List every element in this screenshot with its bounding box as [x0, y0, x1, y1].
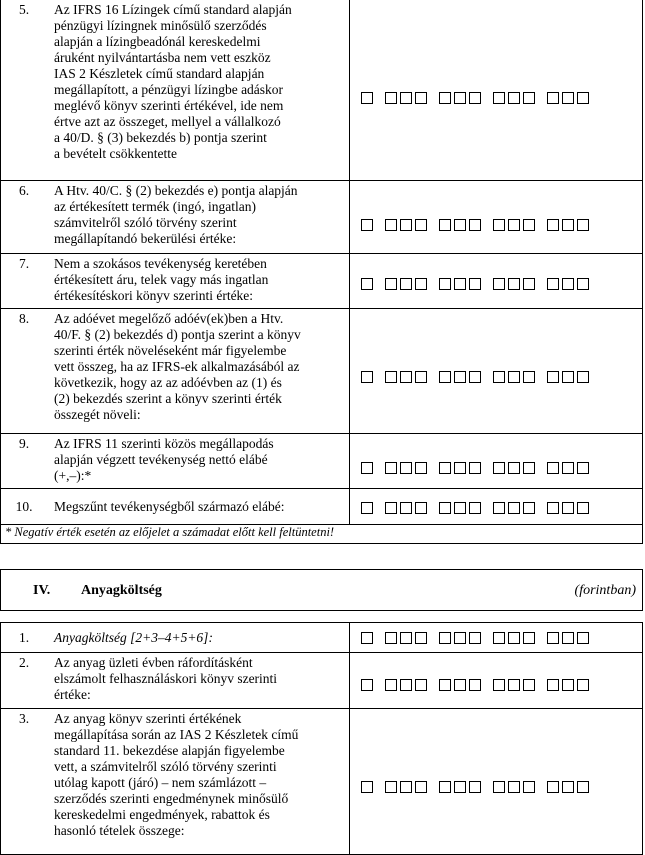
digit-box[interactable]: [577, 371, 589, 383]
digit-box[interactable]: [415, 462, 427, 474]
digit-box[interactable]: [493, 278, 505, 290]
digit-box[interactable]: [400, 632, 412, 644]
amount-boxes[interactable]: [361, 460, 637, 475]
digit-box[interactable]: [523, 781, 535, 793]
digit-box[interactable]: [361, 632, 373, 644]
digit-box[interactable]: [415, 632, 427, 644]
row-label: A Htv. 40/C. § (2) bekezdés e) pontja alapján az értékesített termék (ingó, ingatlan) számvitelről szóló törvény szerint megállapítandó bekerülési értéke:: [54, 183, 298, 246]
digit-box[interactable]: [577, 632, 589, 644]
amount-boxes[interactable]: [361, 630, 637, 645]
digit-box[interactable]: [415, 371, 427, 383]
section-header: [0, 569, 643, 611]
digit-box[interactable]: [361, 462, 373, 474]
section-title: Anyagköltség: [81, 583, 162, 598]
digit-box[interactable]: [454, 502, 466, 514]
table-row: [0, 653, 643, 709]
digit-box[interactable]: [415, 219, 427, 231]
digit-box[interactable]: [577, 219, 589, 231]
digit-box[interactable]: [547, 502, 559, 514]
digit-box[interactable]: [469, 462, 481, 474]
digit-box[interactable]: [469, 502, 481, 514]
digit-box[interactable]: [562, 502, 574, 514]
row-label: Megszűnt tevékenységből származó elábé:: [54, 499, 285, 514]
digit-box[interactable]: [577, 92, 589, 104]
digit-box[interactable]: [385, 462, 397, 474]
digit-box[interactable]: [439, 679, 451, 691]
digit-box[interactable]: [454, 632, 466, 644]
digit-box[interactable]: [547, 632, 559, 644]
row-number: 10.: [15, 499, 33, 514]
digit-box[interactable]: [523, 632, 535, 644]
digit-box[interactable]: [415, 278, 427, 290]
digit-box[interactable]: [469, 219, 481, 231]
digit-box[interactable]: [415, 679, 427, 691]
digit-box[interactable]: [493, 92, 505, 104]
digit-box[interactable]: [439, 502, 451, 514]
digit-box[interactable]: [469, 278, 481, 290]
digit-box[interactable]: [523, 462, 535, 474]
digit-box[interactable]: [547, 219, 559, 231]
row-number: 2.: [18, 655, 30, 670]
row-number: 5.: [18, 2, 30, 17]
digit-box[interactable]: [439, 219, 451, 231]
digit-box[interactable]: [454, 781, 466, 793]
digit-box[interactable]: [493, 679, 505, 691]
digit-box[interactable]: [493, 219, 505, 231]
digit-box[interactable]: [523, 371, 535, 383]
digit-box[interactable]: [385, 632, 397, 644]
digit-box[interactable]: [469, 371, 481, 383]
table-row: [0, 254, 643, 309]
digit-box[interactable]: [385, 781, 397, 793]
digit-box[interactable]: [577, 502, 589, 514]
digit-box[interactable]: [400, 462, 412, 474]
digit-box[interactable]: [493, 632, 505, 644]
digit-box[interactable]: [547, 278, 559, 290]
digit-box[interactable]: [439, 462, 451, 474]
digit-box[interactable]: [523, 679, 535, 691]
table-row: [0, 489, 643, 525]
digit-box[interactable]: [439, 371, 451, 383]
row-label: Anyagköltség [2+3–4+5+6]:: [54, 630, 213, 645]
digit-box[interactable]: [508, 219, 520, 231]
digit-box[interactable]: [385, 679, 397, 691]
section-number: IV.: [33, 583, 51, 598]
digit-box[interactable]: [439, 92, 451, 104]
digit-box[interactable]: [400, 92, 412, 104]
row-label: Az IFRS 16 Lízingek című standard alapján pénzügyi lízingnek minősülő szerződés alapján a lízingbeadónál kereskedelmi áruként nyilvántartásba nem vett eszköz IAS 2 Készletek című standard alapján megállapított, a pénzügyi lízingbe adáskor meglévő könyv szerinti értékével, ide nem értve azt az összeget, mellyel a vállalkozó a 40/D. § (3) bekezdés b) pontja szerint a bevételt csökkentette: [54, 2, 292, 161]
amount-boxes[interactable]: [361, 779, 637, 794]
digit-box[interactable]: [547, 781, 559, 793]
digit-box[interactable]: [400, 502, 412, 514]
digit-box[interactable]: [469, 781, 481, 793]
digit-box[interactable]: [400, 781, 412, 793]
row-number: 3.: [18, 711, 30, 726]
row-label: Az anyag könyv szerinti értékének megállapítása során az IAS 2 Készletek című standard 11. bekezdése alapján figyelembe vett, a számvitelről szóló törvény szerinti utólag kapott (járó) – nem számlázott – szerződés szerinti engedménynek minősülő kereskedelmi engedmények, rabattok és hasonló tételek összege:: [54, 711, 299, 838]
row-label: Az IFRS 11 szerinti közös megállapodás alapján végzett tevékenység nettó elábé (+,–):*: [54, 436, 274, 483]
row-number: 6.: [18, 183, 30, 198]
digit-box[interactable]: [439, 632, 451, 644]
digit-box[interactable]: [523, 92, 535, 104]
digit-box[interactable]: [361, 219, 373, 231]
digit-box[interactable]: [415, 781, 427, 793]
amount-boxes[interactable]: [361, 369, 637, 384]
digit-box[interactable]: [454, 371, 466, 383]
digit-box[interactable]: [562, 462, 574, 474]
row-number: 9.: [18, 436, 30, 451]
digit-box[interactable]: [508, 679, 520, 691]
digit-box[interactable]: [523, 219, 535, 231]
digit-box[interactable]: [562, 371, 574, 383]
digit-box[interactable]: [508, 92, 520, 104]
digit-box[interactable]: [439, 278, 451, 290]
digit-box[interactable]: [577, 679, 589, 691]
digit-box[interactable]: [469, 679, 481, 691]
digit-box[interactable]: [508, 371, 520, 383]
digit-box[interactable]: [562, 781, 574, 793]
digit-box[interactable]: [562, 679, 574, 691]
row-label: Nem a szokásos tevékenység keretében értékesített áru, telek vagy más ingatlan értékesítéskori könyv szerinti értéke:: [54, 256, 269, 303]
amount-boxes[interactable]: [361, 677, 637, 692]
row-number: 8.: [18, 311, 30, 326]
digit-box[interactable]: [385, 278, 397, 290]
digit-box[interactable]: [469, 92, 481, 104]
digit-box[interactable]: [547, 92, 559, 104]
digit-box[interactable]: [361, 371, 373, 383]
row-label: Az adóévet megelőző adóév(ek)ben a Htv. 40/F. § (2) bekezdés d) pontja szerint a könyv szerinti érték növeléseként már figyelembe vett összeg, ha az IFRS-ek alkalmazásából az következik, hogy az az adóévben az (1) és (2) bekezdés szerint a könyv szerinti érték összegét növeli:: [54, 311, 301, 422]
digit-box[interactable]: [361, 679, 373, 691]
digit-box[interactable]: [577, 278, 589, 290]
table-row: [0, 0, 643, 181]
digit-box[interactable]: [562, 219, 574, 231]
digit-box[interactable]: [493, 371, 505, 383]
row-label: Az anyag üzleti évben ráfordításként elszámolt felhasználáskori könyv szerinti értéke:: [54, 655, 278, 702]
table-row: [0, 434, 643, 489]
digit-box[interactable]: [454, 278, 466, 290]
digit-box[interactable]: [493, 502, 505, 514]
amount-boxes[interactable]: [361, 90, 637, 105]
digit-box[interactable]: [454, 679, 466, 691]
digit-box[interactable]: [454, 462, 466, 474]
row-number: 7.: [18, 256, 30, 271]
row-number: 1.: [18, 630, 30, 645]
digit-box[interactable]: [523, 502, 535, 514]
digit-box[interactable]: [454, 219, 466, 231]
table-row: [0, 622, 643, 653]
digit-box[interactable]: [415, 502, 427, 514]
digit-box[interactable]: [562, 92, 574, 104]
section-unit: (forintban): [574, 583, 636, 598]
digit-box[interactable]: [577, 781, 589, 793]
digit-box[interactable]: [547, 679, 559, 691]
amount-boxes[interactable]: [361, 276, 637, 291]
digit-box[interactable]: [469, 632, 481, 644]
amount-boxes[interactable]: [361, 217, 637, 232]
digit-box[interactable]: [547, 371, 559, 383]
digit-box[interactable]: [400, 278, 412, 290]
digit-box[interactable]: [454, 92, 466, 104]
digit-box[interactable]: [508, 462, 520, 474]
digit-box[interactable]: [439, 781, 451, 793]
digit-box[interactable]: [415, 92, 427, 104]
digit-box[interactable]: [508, 781, 520, 793]
digit-box[interactable]: [361, 92, 373, 104]
digit-box[interactable]: [361, 502, 373, 514]
digit-box[interactable]: [361, 781, 373, 793]
negative-value-footnote: * Negatív érték esetén az előjelet a számadat előtt kell feltüntetni!: [0, 525, 643, 544]
digit-box[interactable]: [577, 462, 589, 474]
digit-box[interactable]: [493, 781, 505, 793]
digit-box[interactable]: [385, 371, 397, 383]
table-row: [0, 709, 643, 855]
digit-box[interactable]: [400, 371, 412, 383]
digit-box[interactable]: [508, 278, 520, 290]
table-row: [0, 309, 643, 434]
digit-box[interactable]: [493, 462, 505, 474]
digit-box[interactable]: [361, 278, 373, 290]
digit-box[interactable]: [508, 632, 520, 644]
digit-box[interactable]: [400, 219, 412, 231]
digit-box[interactable]: [523, 278, 535, 290]
table-row: [0, 181, 643, 254]
digit-box[interactable]: [562, 632, 574, 644]
digit-box[interactable]: [400, 679, 412, 691]
digit-box[interactable]: [385, 92, 397, 104]
digit-box[interactable]: [385, 502, 397, 514]
digit-box[interactable]: [508, 502, 520, 514]
amount-boxes[interactable]: [361, 500, 637, 515]
digit-box[interactable]: [385, 219, 397, 231]
digit-box[interactable]: [562, 278, 574, 290]
digit-box[interactable]: [547, 462, 559, 474]
